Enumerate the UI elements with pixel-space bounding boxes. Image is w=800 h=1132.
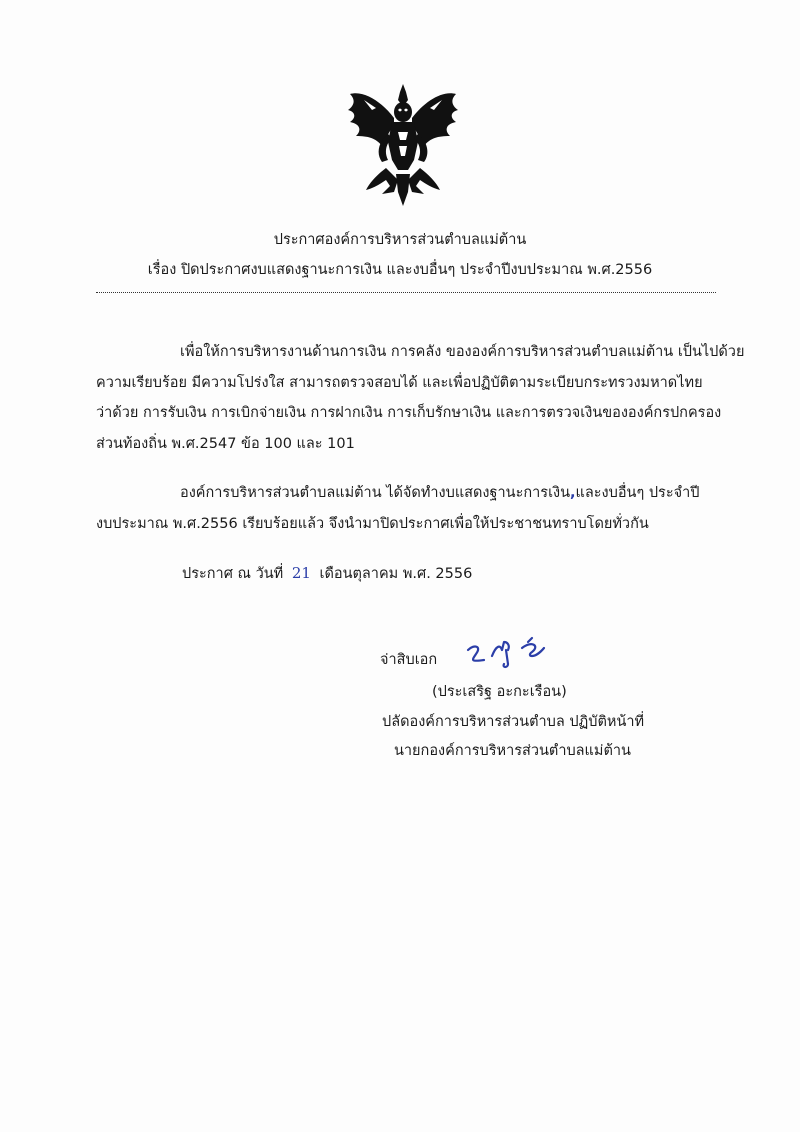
announcement-title: ประกาศองค์การบริหารส่วนตำบลแม่ต้าน	[273, 232, 527, 248]
body-paragraph-1	[96, 337, 745, 459]
paragraph-line: ความเรียบร้อย มีความโปร่งใส สามารถตรวจสอบได้ และเพื่อปฏิบัติตามระเบียบกระทรวงมหาดไทย	[96, 374, 703, 391]
body-paragraph-2	[96, 478, 720, 539]
handwritten-signature	[462, 634, 552, 670]
date-prefix: ประกาศ ณ วันที่	[182, 566, 284, 582]
dotted-divider	[96, 292, 716, 293]
signer-name: (ประเสริฐ อะกะเรือน)	[432, 684, 567, 700]
handwritten-day: 21	[291, 564, 311, 582]
paragraph-line: ว่าด้วย การรับเงิน การเบิกจ่ายเงิน การฝากเงิน การเก็บรักษาเงิน และการตรวจเงินขององค์กรปกครอง	[96, 405, 722, 421]
paragraph-line: เพื่อให้การบริหารงานด้านการเงิน การคลัง ขององค์การบริหารส่วนตำบลแม่ต้าน เป็นไปด้วย	[180, 344, 745, 360]
paragraph-line: ส่วนท้องถิ่น พ.ศ.2547 ข้อ 100 และ 101	[96, 435, 355, 452]
signer-position-2: นายกองค์การบริหารส่วนตำบลแม่ต้าน	[394, 743, 631, 759]
garuda-emblem-icon	[342, 82, 464, 208]
announcement-date	[182, 562, 472, 585]
paragraph-text: และงบอื่นๆ ประจำปี	[575, 485, 700, 501]
paragraph-text: องค์การบริหารส่วนตำบลแม่ต้าน ได้จัดทำงบแสดงฐานะการเงิน	[180, 485, 571, 501]
date-suffix: เดือนตุลาคม พ.ศ. 2556	[319, 566, 473, 582]
signer-position-1: ปลัดองค์การบริหารส่วนตำบล ปฏิบัติหน้าที่	[382, 714, 645, 730]
paragraph-line: งบประมาณ พ.ศ.2556 เรียบร้อยแล้ว จึงนำมาปิดประกาศเพื่อให้ประชาชนทราบโดยทั่วกัน	[96, 515, 649, 532]
paragraph-line	[96, 478, 720, 509]
signer-rank: จ่าสิบเอก	[380, 652, 438, 668]
announcement-subject: เรื่อง ปิดประกาศงบแสดงฐานะการเงิน และงบอื่นๆ ประจำปีงบประมาณ พ.ศ.2556	[147, 262, 653, 278]
handwritten-comma: ,	[570, 485, 576, 501]
